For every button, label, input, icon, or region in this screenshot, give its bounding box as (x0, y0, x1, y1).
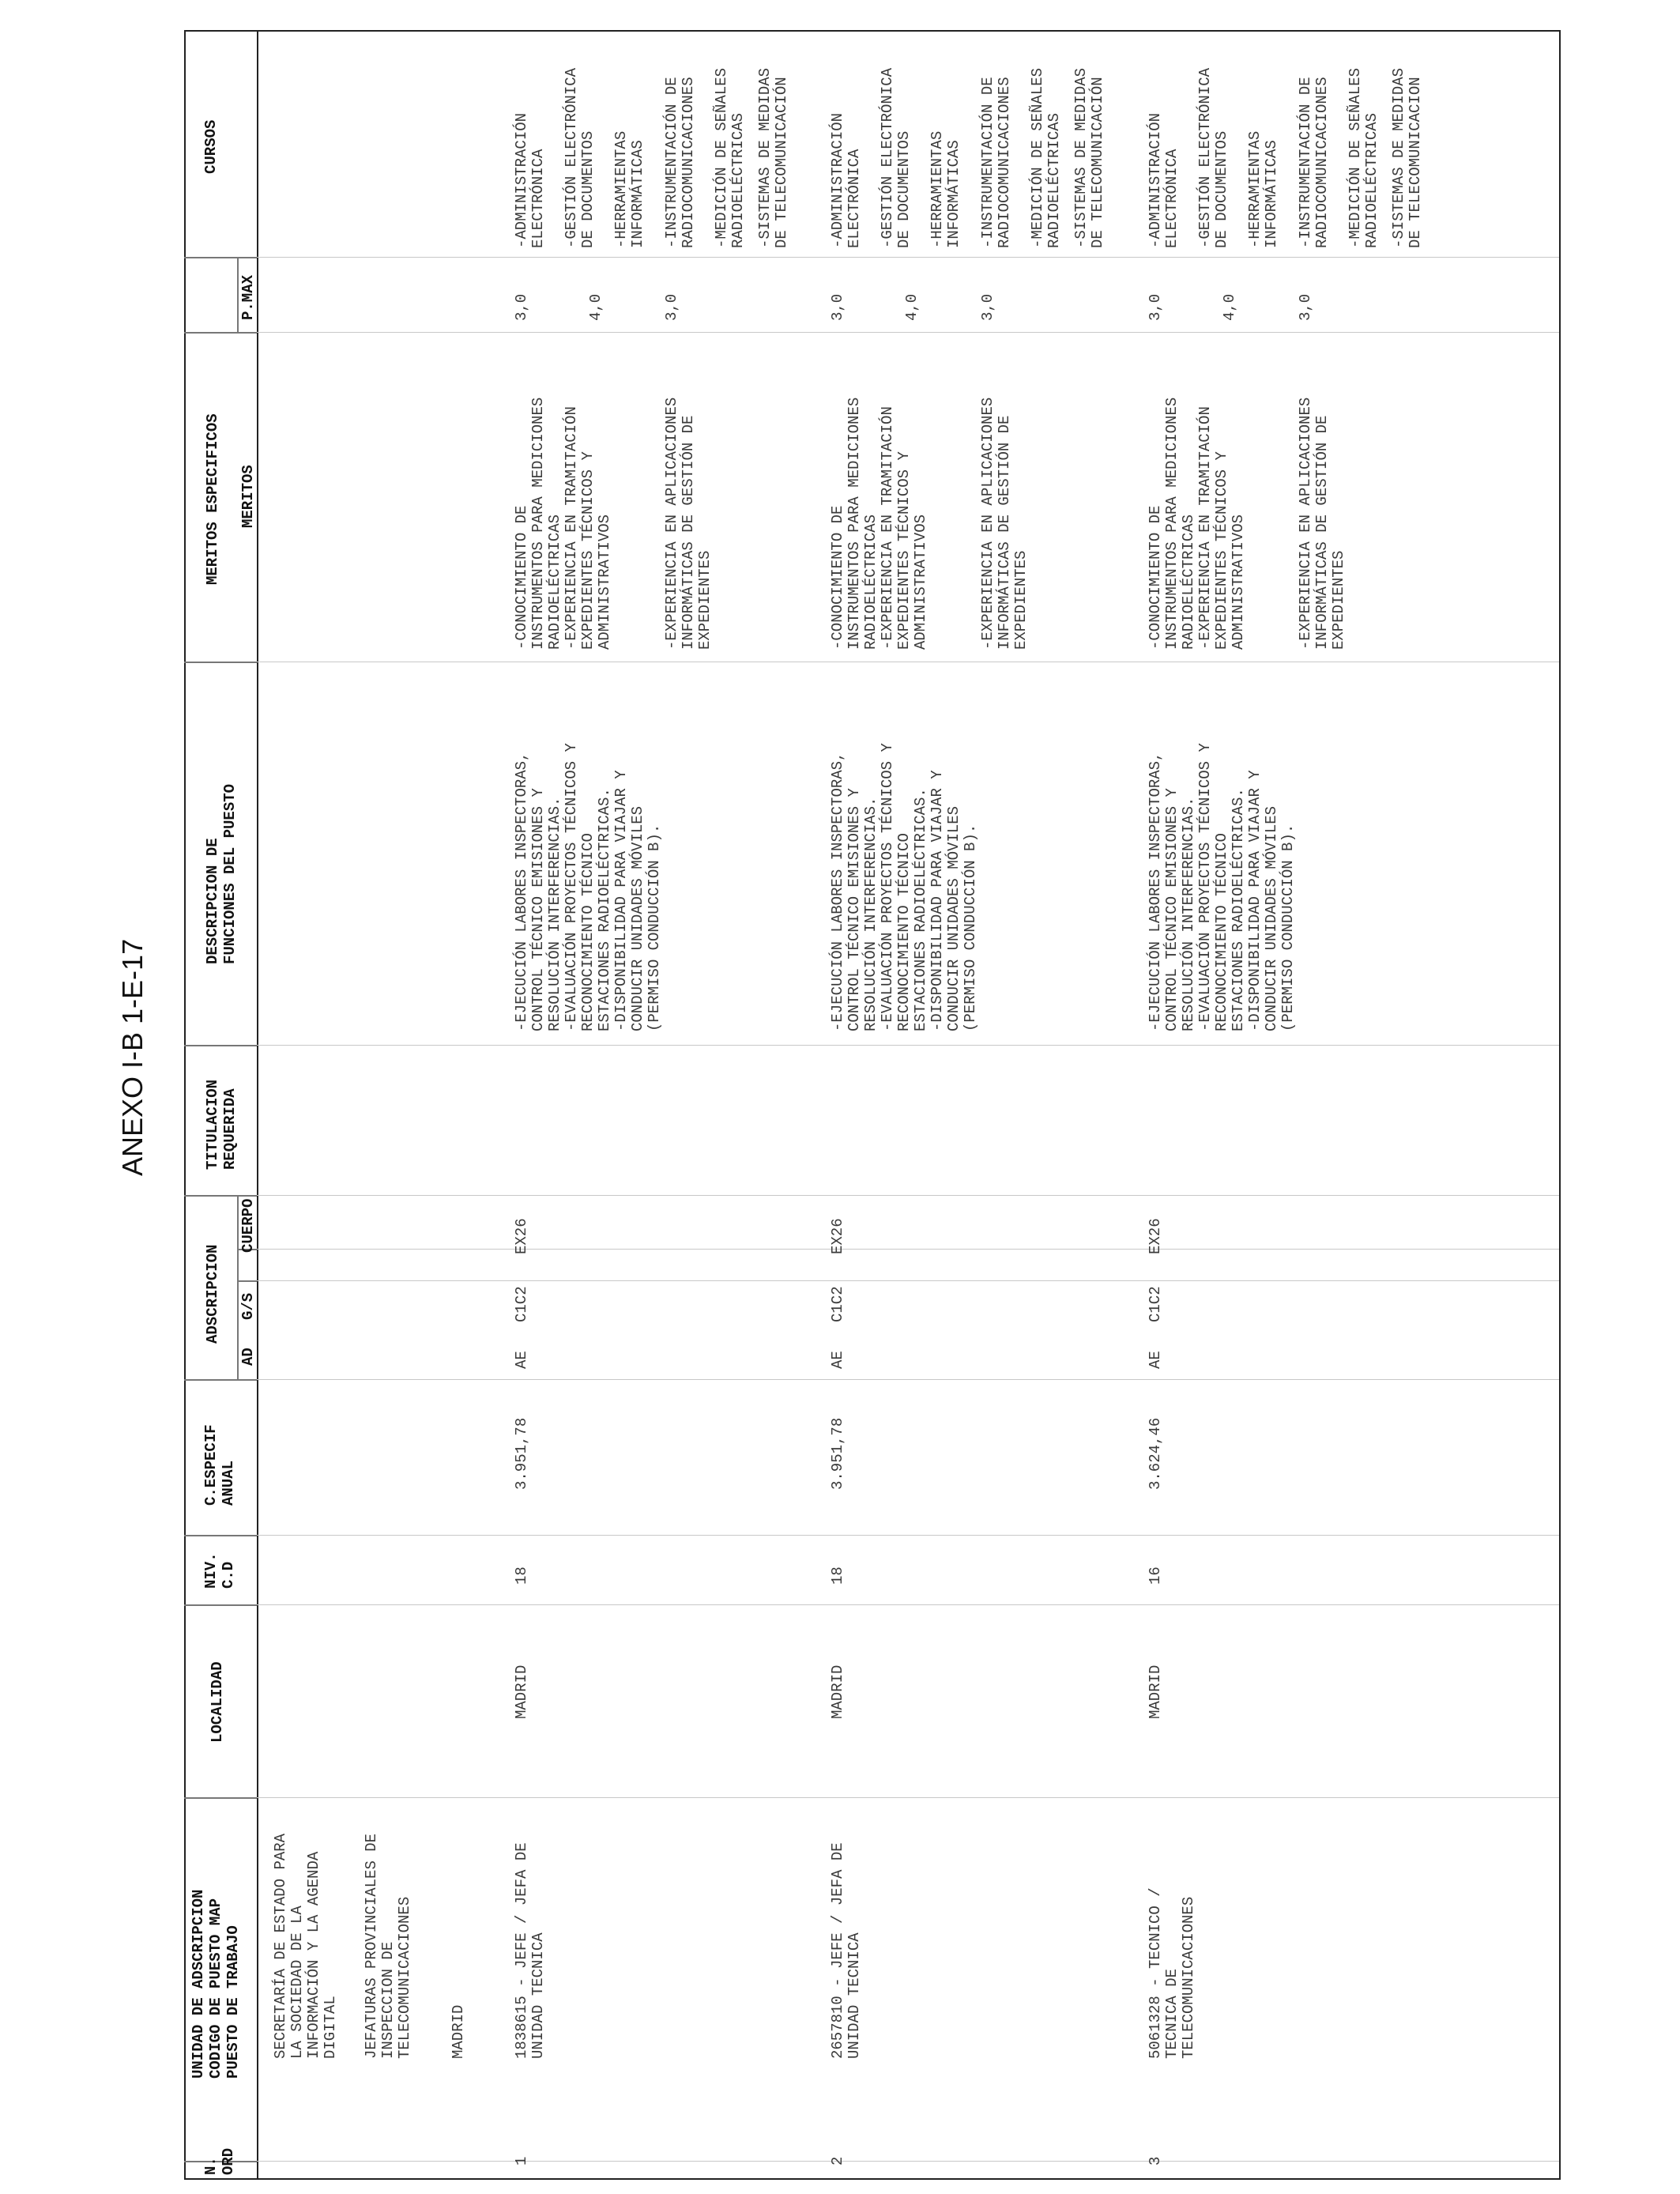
row-merito: -EXPERIENCIA EN APLICACIONES INFORMÁTICAS DE GESTIÓN DE EXPEDIENTES (979, 397, 1030, 650)
row-number: 1 (513, 2156, 530, 2166)
row-cuerpo: EX26 (513, 1218, 530, 1254)
row-pmax: 3,0 (979, 293, 996, 321)
row-nivel: 16 (1147, 1566, 1164, 1585)
row-curso: -HERRAMIENTAS INFORMÁTICAS (612, 130, 646, 248)
header-gs: G/S (239, 1292, 257, 1320)
row-ad: AE (829, 1351, 846, 1369)
header-c-especif: C.ESPECIF ANUAL (202, 1424, 237, 1506)
row-c-especif: 3.951,78 (513, 1417, 530, 1490)
row-merito: -CONOCIMIENTO DE INSTRUMENTOS PARA MEDICIONES RADIOELÉCTRICAS (1147, 397, 1197, 650)
header-localidad: LOCALIDAD (209, 1661, 226, 1743)
row-curso: -ADMINISTRACIÓN ELECTRÓNICA (513, 112, 547, 248)
row-descripcion: -EJECUCIÓN LABORES INSPECTORAS, CONTROL TÉCNICO EMISIONES Y RESOLUCIÓN INTERFERENCIAS. -EVALUACIÓN PROYECTOS TÉCNICOS Y RECONOCIMIENTO TÉCNICO ESTACIONES RADIOELÉCTRICAS. -DISPONIBILIDAD PARA VIAJAR Y CONDUCIR UNIDADES MÓVILES (PERMISO CONDUCCIÓN B). (513, 743, 663, 1031)
row-localidad: MADRID (513, 1664, 530, 1719)
header-n-ord: N. ORD (202, 2147, 237, 2175)
row-pmax: 4,0 (903, 293, 921, 321)
row-curso: -GESTIÓN ELECTRÓNICA DE DOCUMENTOS (879, 67, 913, 248)
row-number: 2 (829, 2156, 846, 2166)
row-curso: -INSTRUMENTACIÓN DE RADIOCOMUNICACIONES (979, 77, 1013, 248)
row-descripcion: -EJECUCIÓN LABORES INSPECTORAS, CONTROL TÉCNICO EMISIONES Y RESOLUCIÓN INTERFERENCIAS. -EVALUACIÓN PROYECTOS TÉCNICOS Y RECONOCIMIENTO TÉCNICO ESTACIONES RADIOELÉCTRICAS. -DISPONIBILIDAD PARA VIAJAR Y CONDUCIR UNIDADES MÓVILES (PERMISO CONDUCCIÓN B). (1147, 743, 1297, 1031)
row-merito: -EXPERIENCIA EN APLICACIONES INFORMÁTICAS DE GESTIÓN DE EXPEDIENTES (1297, 397, 1347, 650)
row-pmax: 3,0 (663, 293, 680, 321)
row-curso: -SISTEMAS DE MEDIDAS DE TELECOMUNICACION (1390, 67, 1424, 248)
row-pmax: 3,0 (829, 293, 846, 321)
row-c-especif: 3.951,78 (829, 1417, 846, 1490)
header-unidad: UNIDAD DE ADSCRIPCION CODIGO DE PUESTO MAP PUESTO DE TRABAJO (190, 1889, 242, 2079)
row-c-especif: 3.624,46 (1147, 1417, 1164, 1490)
row-localidad: MADRID (1147, 1664, 1164, 1719)
row-puesto: 1838615 - JEFE / JEFA DE UNIDAD TECNICA (513, 1842, 547, 2059)
row-curso: -SISTEMAS DE MEDIDAS DE TELECOMUNICACIÓN (756, 67, 790, 248)
row-curso: -MEDICIÓN DE SEÑALES RADIOELÉCTRICAS (1347, 67, 1381, 248)
row-gs: C1C2 (1147, 1286, 1164, 1322)
header-cursos: CURSOS (202, 119, 220, 174)
header-adscripcion: ADSCRIPCION (204, 1244, 221, 1344)
row-curso: -SISTEMAS DE MEDIDAS DE TELECOMUNICACIÓN (1072, 67, 1106, 248)
row-curso: -HERRAMIENTAS INFORMÁTICAS (1246, 130, 1280, 248)
row-merito: -EXPERIENCIA EN TRAMITACIÓN EXPEDIENTES TÉCNICOS Y ADMINISTRATIVOS (1196, 406, 1247, 650)
row-curso: -HERRAMIENTAS INFORMÁTICAS (929, 130, 962, 248)
row-merito: -EXPERIENCIA EN TRAMITACIÓN EXPEDIENTES TÉCNICOS Y ADMINISTRATIVOS (563, 406, 613, 650)
header-meritos: MERITOS (239, 465, 257, 528)
row-curso: -GESTIÓN ELECTRÓNICA DE DOCUMENTOS (1196, 67, 1230, 248)
header-descripcion: DESCRIPCION DE FUNCIONES DEL PUESTO (204, 783, 239, 964)
row-merito: -CONOCIMIENTO DE INSTRUMENTOS PARA MEDICIONES RADIOELÉCTRICAS (829, 397, 880, 650)
row-puesto: 5061328 - TECNICO / TECNICA DE TELECOMUNICACIONES (1147, 1887, 1197, 2059)
row-gs: C1C2 (829, 1286, 846, 1322)
row-nivel: 18 (829, 1566, 846, 1585)
header-ad: AD (239, 1348, 257, 1366)
unit-city: MADRID (450, 2004, 467, 2059)
row-number: 3 (1147, 2156, 1164, 2166)
row-ad: AE (1147, 1351, 1164, 1369)
row-curso: -GESTIÓN ELECTRÓNICA DE DOCUMENTOS (563, 67, 597, 248)
row-ad: AE (513, 1351, 530, 1369)
row-cuerpo: EX26 (829, 1218, 846, 1254)
row-curso: -MEDICIÓN DE SEÑALES RADIOELÉCTRICAS (713, 67, 747, 248)
row-pmax: 4,0 (1221, 293, 1238, 321)
row-nivel: 18 (513, 1566, 530, 1585)
row-cuerpo: EX26 (1147, 1218, 1164, 1254)
row-localidad: MADRID (829, 1664, 846, 1719)
row-merito: -CONOCIMIENTO DE INSTRUMENTOS PARA MEDICIONES RADIOELÉCTRICAS (513, 397, 563, 650)
row-pmax: 3,0 (1297, 293, 1314, 321)
row-pmax: 3,0 (1147, 293, 1164, 321)
row-pmax: 3,0 (513, 293, 530, 321)
header-pmax: P.MAX (239, 274, 257, 320)
row-merito: -EXPERIENCIA EN TRAMITACIÓN EXPEDIENTES TÉCNICOS Y ADMINISTRATIVOS (879, 406, 929, 650)
unit-subdivision: JEFATURAS PROVINCIALES DE INSPECCION DE TELECOMUNICACIONES (363, 1833, 413, 2059)
row-curso: -INSTRUMENTACIÓN DE RADIOCOMUNICACIONES (1297, 77, 1331, 248)
row-curso: -ADMINISTRACIÓN ELECTRÓNICA (829, 112, 863, 248)
unit-organization: SECRETARÍA DE ESTADO PARA LA SOCIEDAD DE LA INFORMACIÓN Y LA AGENDA DIGITAL (272, 1833, 339, 2059)
header-cuerpo: CUERPO (239, 1198, 257, 1253)
row-descripcion: -EJECUCIÓN LABORES INSPECTORAS, CONTROL TÉCNICO EMISIONES Y RESOLUCIÓN INTERFERENCIAS. -EVALUACIÓN PROYECTOS TÉCNICOS Y RECONOCIMIENTO TÉCNICO ESTACIONES RADIOELÉCTRICAS. -DISPONIBILIDAD PARA VIAJAR Y CONDUCIR UNIDADES MÓVILES (PERMISO CONDUCCIÓN B). (829, 743, 979, 1031)
row-gs: C1C2 (513, 1286, 530, 1322)
row-curso: -MEDICIÓN DE SEÑALES RADIOELÉCTRICAS (1029, 67, 1063, 248)
page-title: ANEXO I-B 1-E-17 (116, 938, 149, 1176)
header-titulacion: TITULACION REQUERIDA (204, 1079, 239, 1170)
row-merito: -EXPERIENCIA EN APLICACIONES INFORMÁTICAS DE GESTIÓN DE EXPEDIENTES (663, 397, 714, 650)
header-niv: NIV. C.D (202, 1552, 237, 1589)
header-meritos-especificos: MERITOS ESPECIFICOS (204, 413, 221, 585)
row-curso: -ADMINISTRACIÓN ELECTRÓNICA (1147, 112, 1181, 248)
row-curso: -INSTRUMENTACIÓN DE RADIOCOMUNICACIONES (663, 77, 697, 248)
row-pmax: 4,0 (587, 293, 605, 321)
row-puesto: 2657810 - JEFE / JEFA DE UNIDAD TECNICA (829, 1842, 863, 2059)
